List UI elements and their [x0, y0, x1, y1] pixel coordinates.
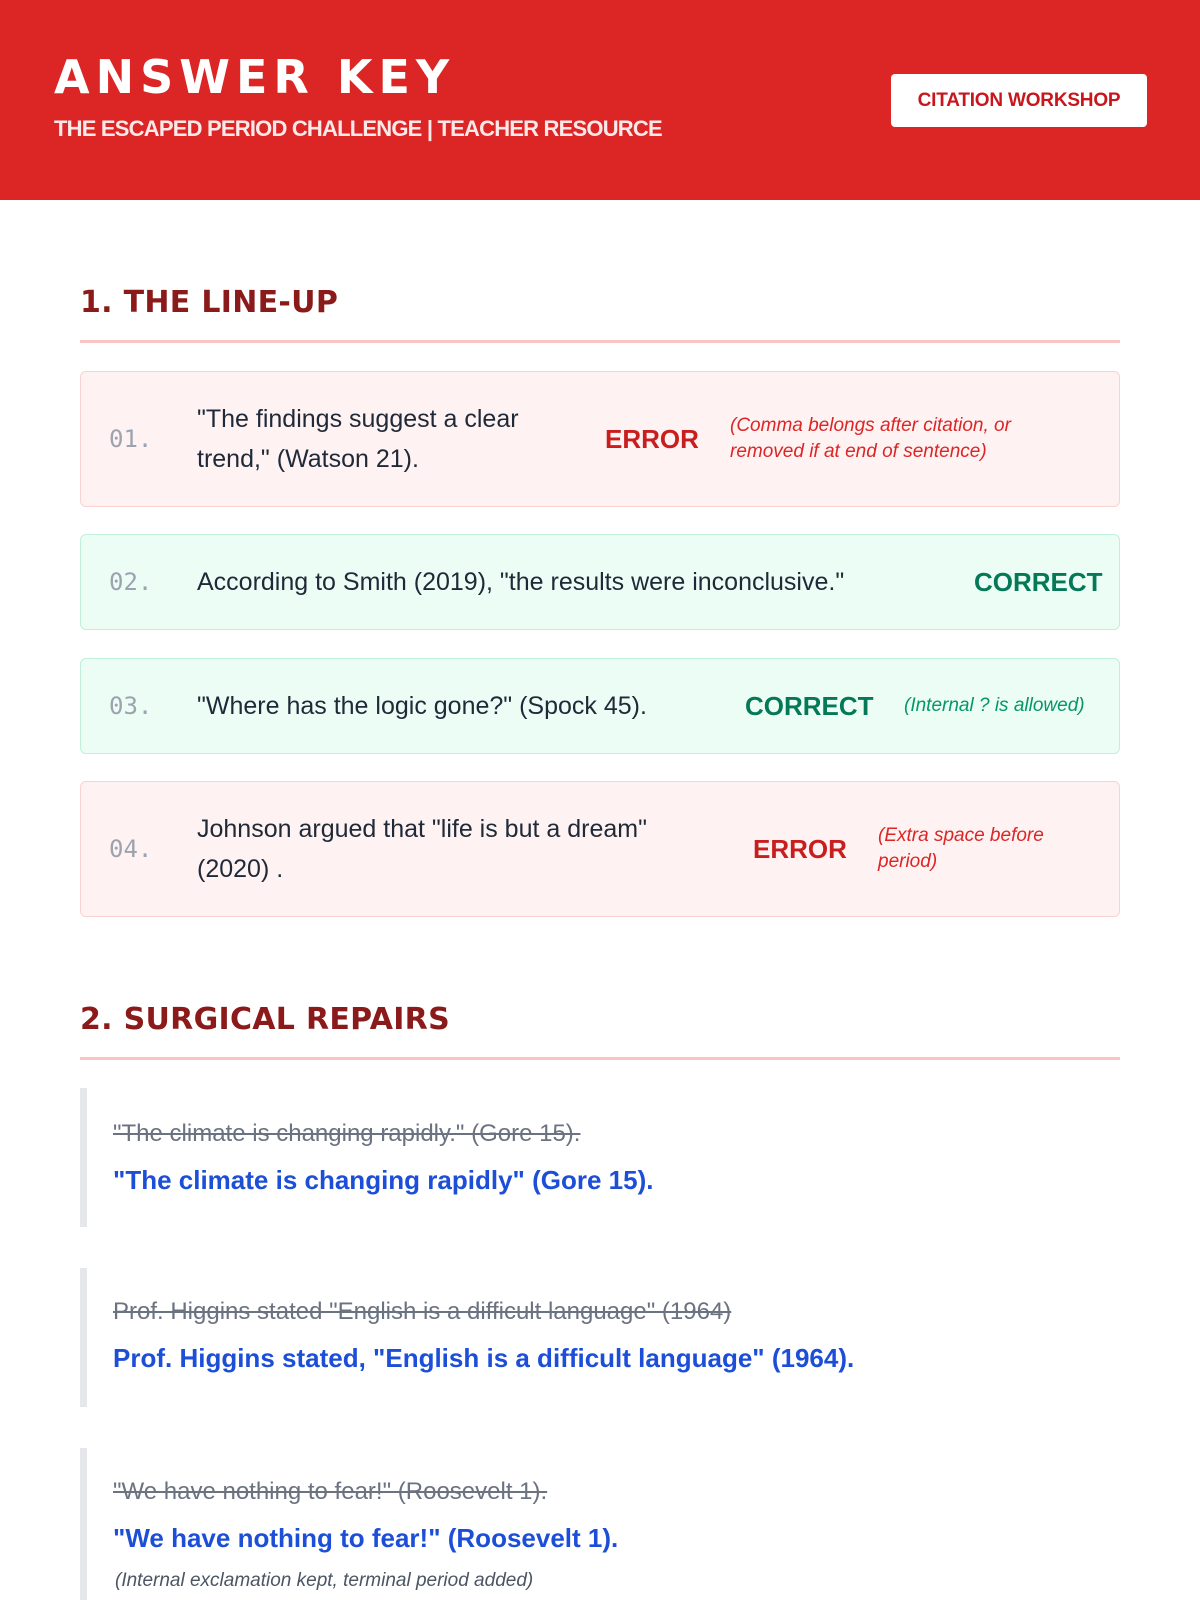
original-sentence: "We have nothing to fear!" (Roosevelt 1). — [113, 1478, 548, 1505]
section-title-repairs: 2. SURGICAL REPAIRS — [80, 1002, 450, 1037]
repair-item-1 — [80, 1088, 1120, 1227]
lineup-item-1 — [80, 371, 1120, 507]
item-number: 02. — [109, 568, 153, 596]
item-note: (Internal ? is allowed) — [904, 695, 1085, 716]
item-sentence: Johnson argued that "life is but a dream" (2020) . — [197, 815, 647, 883]
header-banner — [0, 0, 1200, 200]
repair-item-3 — [80, 1448, 1120, 1600]
fixed-sentence: "We have nothing to fear!" (Roosevelt 1). — [113, 1523, 619, 1553]
fixed-sentence: "The climate is changing rapidly" (Gore 15). — [113, 1165, 654, 1195]
item-sentence: According to Smith (2019), "the results were inconclusive." — [197, 568, 845, 596]
item-number: 03. — [109, 692, 153, 720]
item-note: (Comma belongs after citation, or removed if at end of sentence) — [730, 415, 1011, 462]
verdict-correct: CORRECT — [974, 567, 1103, 597]
item-sentence: "Where has the logic gone?" (Spock 45). — [197, 692, 647, 720]
page-subtitle: THE ESCAPED PERIOD CHALLENGE | TEACHER RESOURCE — [54, 116, 662, 141]
lineup-item-4 — [80, 781, 1120, 917]
repair-item-2 — [80, 1268, 1120, 1407]
page-title: ANSWER KEY — [54, 50, 456, 104]
lineup-item-2 — [80, 534, 1120, 630]
item-note: (Extra space before period) — [878, 825, 1044, 872]
verdict-correct: CORRECT — [745, 691, 874, 721]
item-number: 04. — [109, 835, 153, 863]
lineup-item-3 — [80, 658, 1120, 754]
section-divider — [80, 340, 1120, 343]
fixed-sentence: Prof. Higgins stated, "English is a difficult language" (1964). — [113, 1343, 855, 1373]
verdict-error: ERROR — [605, 424, 699, 454]
verdict-error: ERROR — [753, 834, 847, 864]
citation-workshop-button[interactable]: CITATION WORKSHOP — [891, 74, 1147, 127]
item-sentence: "The findings suggest a clear trend," (Watson 21). — [197, 405, 519, 473]
item-number: 01. — [109, 425, 153, 453]
repair-note: (Internal exclamation kept, terminal period added) — [115, 1570, 534, 1591]
original-sentence: "The climate is changing rapidly." (Gore 15). — [113, 1120, 581, 1147]
original-sentence: Prof. Higgins stated "English is a difficult language" (1964) — [113, 1298, 732, 1325]
section-divider — [80, 1057, 1120, 1060]
section-title-lineup: 1. THE LINE-UP — [80, 285, 339, 320]
